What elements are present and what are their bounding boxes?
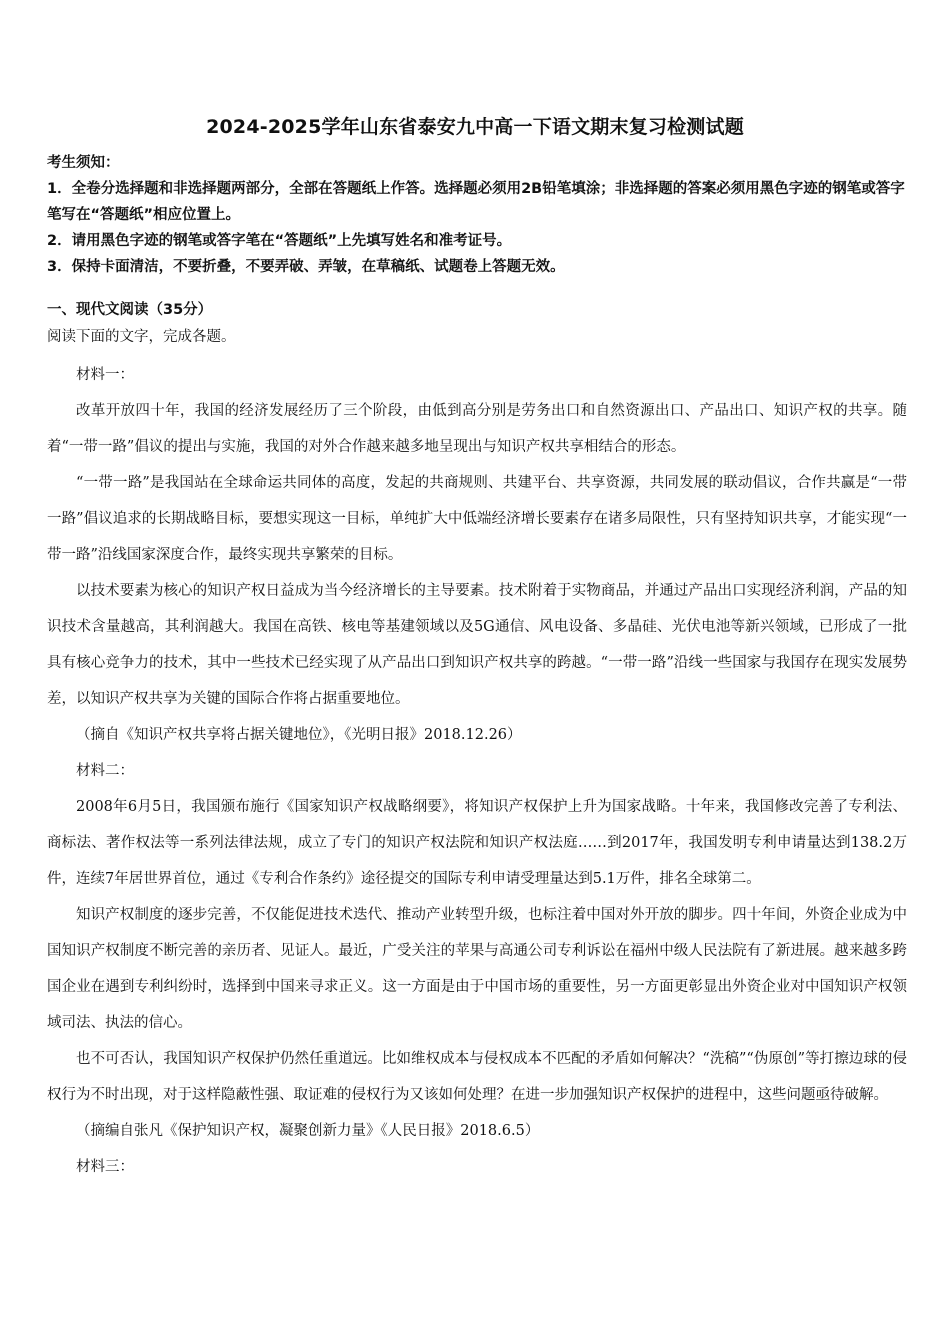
passage-paragraph: 知识产权制度的逐步完善，不仅能促进技术迭代、推动产业转型升级，也标注着中国对外开放的脚步。四十年间，外资企业成为中国知识产权制度不断完善的亲历者、见证人。最近，广受关注的苹果与高通公司专利诉讼在福州中级人民法院有了新进展。越来越多跨国企业在遇到专利纠纷时，选择到中国来寻求正义。这一方面是由于中国市场的重要性，另一方面更彰显出外资企业对中国知识产权领域司法、执法的信心。 — [47, 907, 907, 1031]
notice-item: 3．保持卡面清洁，不要折叠，不要弄破、弄皱，在草稿纸、试题卷上答题无效。 — [47, 259, 565, 275]
notice-item: 2．请用黑色字迹的钢笔或答字笔在“答题纸”上先填写姓名和准考证号。 — [47, 233, 512, 249]
notice-heading: 考生须知： — [47, 155, 120, 171]
page-title: 2024-2025学年山东省泰安九中高一下语文期末复习检测试题 — [206, 116, 744, 138]
section-heading: 一、现代文阅读（35分） — [47, 302, 213, 318]
material-label: 材料一： — [76, 367, 134, 383]
material-source: （摘编自张凡《保护知识产权，凝聚创新力量》《人民日报》2018.6.5） — [76, 1123, 540, 1139]
candidate-notice — [47, 150, 907, 280]
passage-paragraph: “一带一路”是我国站在全球命运共同体的高度，发起的共商规则、共建平台、共享资源，共同发展的联动倡议，合作共赢是“一带一路”倡议追求的长期战略目标，要想实现这一目标，单纯扩大中低端经济增长要素存在诸多局限性，只有坚持知识共享，才能实现“一带一路”沿线国家深度合作，最终实现共享繁荣的目标。 — [47, 475, 907, 563]
material-source: （摘自《知识产权共享将占据关键地位》，《光明日报》2018.12.26） — [76, 727, 522, 743]
passage-paragraph: 也不可否认，我国知识产权保护仍然任重道远。比如维权成本与侵权成本不匹配的矛盾如何解决？“洗稿”“伪原创”等打擦边球的侵权行为不时出现，对于这样隐蔽性强、取证难的侵权行为又该如何处理？在进一步加强知识产权保护的进程中，这些问题亟待破解。 — [47, 1051, 907, 1103]
passage-paragraph: 以技术要素为核心的知识产权日益成为当今经济增长的主导要素。技术附着于实物商品，并通过产品出口实现经济利润，产品的知识技术含量越高，其利润越大。我国在高铁、核电等基建领域以及5G通信、风电设备、多晶硅、光伏电池等新兴领域，已形成了一批具有核心竞争力的技术，其中一些技术已经实现了从产品出口到知识产权共享的跨越。“一带一路”沿线一些国家与我国存在现实发展势差，以知识产权共享为关键的国际合作将占据重要地位。 — [47, 583, 907, 707]
passage-paragraph: 2008年6月5日，我国颁布施行《国家知识产权战略纲要》，将知识产权保护上升为国家战略。十年来，我国修改完善了专利法、商标法、著作权法等一系列法律法规，成立了专门的知识产权法院和知识产权法庭……到2017年，我国发明专利申请量达到138.2万件，连续7年居世界首位，通过《专利合作条约》途径提交的国际专利申请受理量达到5.1万件，排名全球第二。 — [47, 799, 907, 887]
section-instruction: 阅读下面的文字，完成各题。 — [47, 329, 236, 345]
passage-paragraph: 改革开放四十年，我国的经济发展经历了三个阶段，由低到高分别是劳务出口和自然资源出口、产品出口、知识产权的共享。随着“一带一路”倡议的提出与实施，我国的对外合作越来越多地呈现出与知识产权共享相结合的形态。 — [47, 403, 907, 455]
notice-item: 1．全卷分选择题和非选择题两部分，全部在答题纸上作答。选择题必须用2B铅笔填涂；非选择题的答案必须用黑色字迹的钢笔或答字笔写在“答题纸”相应位置上。 — [47, 181, 905, 223]
material-label: 材料二： — [76, 763, 134, 779]
reading-passage — [47, 357, 907, 1185]
material-label: 材料三： — [76, 1159, 134, 1175]
